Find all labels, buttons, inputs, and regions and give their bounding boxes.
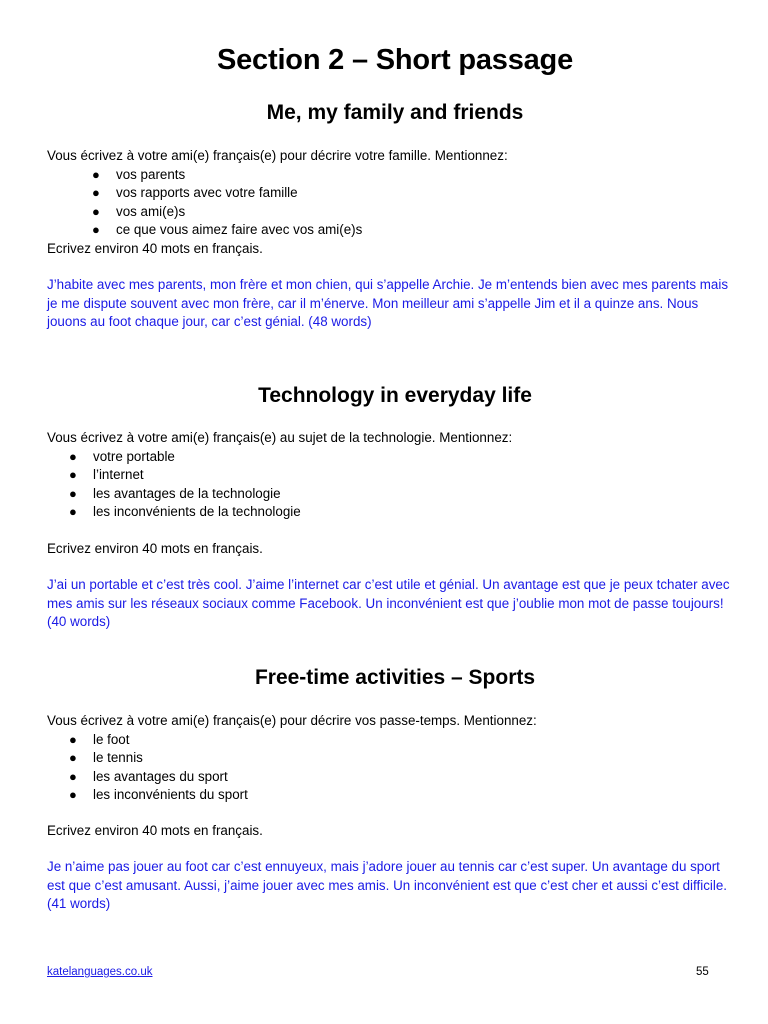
section-technology-bullet-list bbox=[47, 448, 737, 522]
list-item: ● le foot bbox=[47, 731, 737, 750]
list-item: ● vos ami(e)s bbox=[47, 203, 737, 222]
section-family-answer: J’habite avec mes parents, mon frère et mon chien, qui s’appelle Archie. Je m’entends bien avec mes parents mais je me dispute souvent avec mon frère, car il m’énerve. Mon meilleur ami s’appelle Jim et il a quinze ans. Nous jouons au foot chaque jour, car c’est génial. (48 words) bbox=[47, 277, 729, 330]
list-item: ● les inconvénients du sport bbox=[47, 786, 737, 805]
list-item: ● les avantages du sport bbox=[47, 768, 737, 787]
bullet-icon: ● bbox=[92, 185, 100, 201]
bullet-icon: ● bbox=[92, 166, 100, 182]
bullet-icon: ● bbox=[92, 222, 100, 238]
page-number: 55 bbox=[696, 966, 709, 978]
list-item: ● les avantages de la technologie bbox=[47, 485, 737, 504]
list-item: ● vos parents bbox=[47, 166, 737, 185]
list-item: ● l’internet bbox=[47, 466, 737, 485]
bullet-icon: ● bbox=[69, 504, 77, 520]
bullet-icon: ● bbox=[69, 750, 77, 766]
bullet-icon: ● bbox=[69, 787, 77, 803]
list-item: ● ce que vous aimez faire avec vos ami(e)s bbox=[47, 221, 737, 240]
section-heading-family: Me, my family and friends bbox=[266, 101, 524, 124]
list-item: ● votre portable bbox=[47, 448, 737, 467]
footer-website-link[interactable]: katelanguages.co.uk bbox=[47, 966, 153, 978]
section-technology-prompt-block bbox=[47, 429, 737, 522]
list-item: ● vos rapports avec votre famille bbox=[47, 184, 737, 203]
section-sports-prompt: Vous écrivez à votre ami(e) français(e) pour décrire vos passe-temps. Mentionnez: bbox=[47, 713, 537, 728]
section-heading-sports: Free-time activities – Sports bbox=[254, 666, 536, 689]
section-family-prompt: Vous écrivez à votre ami(e) français(e) pour décrire votre famille. Mentionnez: bbox=[47, 148, 508, 163]
section-technology-answer: J’ai un portable et c’est très cool. J’aime l’internet car c’est utile et génial. Un avantage est que je peux tchater avec mes amis sur les réseaux sociaux comme Facebook. Un inconvénient est que j’oublie mon mot de passe toujours! (40 words) bbox=[47, 577, 730, 630]
bullet-icon: ● bbox=[69, 768, 77, 784]
section-sports-instruction: Ecrivez environ 40 mots en français. bbox=[47, 823, 263, 838]
section-family-bullet-list bbox=[47, 166, 737, 240]
section-sports-answer: Je n’aime pas jouer au foot car c’est ennuyeux, mais j’adore jouer au tennis car c’est super. Un avantage du sport est que c’est amusant. Aussi, j’aime jouer avec mes amis. Un inconvénient est que c’est cher et aussi c’est difficile. (41 words) bbox=[47, 859, 728, 912]
bullet-icon: ● bbox=[92, 203, 100, 219]
section-family-prompt-block bbox=[47, 147, 737, 259]
list-item: ● les inconvénients de la technologie bbox=[47, 503, 737, 522]
section-family-instruction: Ecrivez environ 40 mots en français. bbox=[47, 240, 263, 256]
list-item: ● le tennis bbox=[47, 749, 737, 768]
bullet-icon: ● bbox=[69, 731, 77, 747]
section-sports-bullet-list bbox=[47, 731, 737, 805]
section-technology-instruction: Ecrivez environ 40 mots en français. bbox=[47, 541, 263, 556]
bullet-icon: ● bbox=[69, 448, 77, 464]
page-title: Section 2 – Short passage bbox=[216, 44, 573, 76]
section-sports-prompt-block bbox=[47, 712, 737, 805]
bullet-icon: ● bbox=[69, 467, 77, 483]
section-heading-technology: Technology in everyday life bbox=[258, 384, 532, 407]
section-technology-prompt: Vous écrivez à votre ami(e) français(e) au sujet de la technologie. Mentionnez: bbox=[47, 430, 513, 445]
bullet-icon: ● bbox=[69, 485, 77, 501]
